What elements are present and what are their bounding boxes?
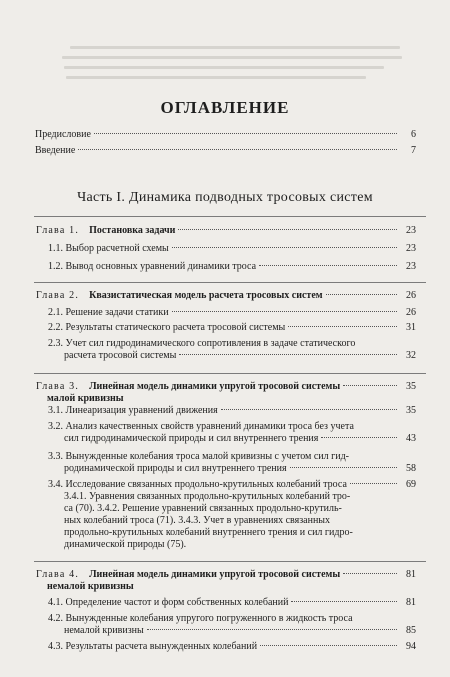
toc-section-4-2[interactable] bbox=[48, 613, 416, 641]
toc-entry-label: сил гидродинамической природы и сил внутреннего трения bbox=[64, 433, 319, 444]
toc-entry-continuation bbox=[48, 433, 416, 445]
toc-page-number: 35 bbox=[406, 405, 416, 416]
subsection-list: 3.4.1. Уравнения связанных продольно-крутильных колебаний тро- bbox=[64, 491, 351, 502]
toc-entry-introduction[interactable] bbox=[35, 145, 416, 157]
divider bbox=[34, 561, 426, 562]
toc-entry-continuation bbox=[48, 625, 416, 637]
toc-section-2-3[interactable] bbox=[48, 338, 416, 368]
chapter-title: Квазистатическая модель расчета тросовых систем bbox=[89, 290, 323, 301]
toc-section-4-3[interactable] bbox=[48, 641, 416, 653]
chapter-heading-line bbox=[36, 381, 416, 393]
toc-page-number: 6 bbox=[411, 129, 416, 140]
toc-page-number: 58 bbox=[406, 463, 416, 474]
divider bbox=[34, 282, 426, 283]
toc-page-number: 23 bbox=[406, 243, 416, 254]
chapter-label: Глава 3. bbox=[36, 381, 80, 392]
toc-page-number: 23 bbox=[406, 261, 416, 272]
toc-section-2-1[interactable] bbox=[48, 307, 416, 319]
toc-page-number: 43 bbox=[406, 433, 416, 444]
toc-entry-label: 4.2. Вынужденные колебания упругого погруженного в жидкость троса bbox=[48, 613, 353, 624]
toc-page-number: 32 bbox=[406, 350, 416, 361]
toc-page-number: 31 bbox=[406, 322, 416, 333]
toc-entry-label: 3.4. Исследование связанных продольно-крутильных колебаний троса bbox=[48, 479, 347, 490]
toc-entry-label: Предисловие bbox=[35, 129, 91, 140]
toc-entry-preface[interactable] bbox=[35, 129, 416, 141]
toc-entry-continuation bbox=[48, 350, 416, 362]
leader-dots bbox=[321, 437, 397, 438]
subsection-list: са (70). 3.4.2. Решение уравнений связанных продольно-крутиль- bbox=[64, 503, 342, 514]
leader-dots bbox=[179, 354, 397, 355]
toc-section-3-4[interactable] bbox=[48, 479, 416, 555]
toc-page-number: 85 bbox=[406, 625, 416, 636]
toc-section-1-1[interactable] bbox=[48, 243, 416, 255]
toc-page-number: 69 bbox=[406, 479, 416, 490]
toc-entry-label: 3.3. Вынужденные колебания троса малой кривизны с учетом сил гид- bbox=[48, 451, 349, 462]
chapter-label: Глава 2. bbox=[36, 290, 80, 301]
leader-dots bbox=[260, 645, 397, 646]
toc-page-number: 23 bbox=[406, 225, 416, 236]
toc-entry-label: 4.1. Определение частот и форм собственных колебаний bbox=[48, 597, 289, 608]
toc-entry-label: немалой кривизны bbox=[64, 625, 144, 636]
toc-entry-continuation bbox=[48, 463, 416, 475]
toc-entry-label: 2.3. Учет сил гидродинамического сопротивления в задаче статического bbox=[48, 338, 356, 349]
divider bbox=[34, 216, 426, 217]
toc-page-number: 35 bbox=[406, 381, 416, 392]
toc-entry-label: родинамической природы и сил внутреннего трения bbox=[64, 463, 287, 474]
toc-entry-label: Введение bbox=[35, 145, 76, 156]
leader-dots bbox=[288, 326, 397, 327]
toc-section-2-2[interactable] bbox=[48, 322, 416, 334]
leader-dots bbox=[343, 573, 397, 574]
toc-chapter-2[interactable] bbox=[36, 290, 416, 302]
toc-chapter-1[interactable] bbox=[36, 225, 416, 237]
toc-page-number: 26 bbox=[406, 290, 416, 301]
chapter-title-continuation: малой кривизны bbox=[47, 393, 124, 404]
toc-page-number: 7 bbox=[411, 145, 416, 156]
toc-entry-label: 1.2. Вывод основных уравнений динамики троса bbox=[48, 261, 257, 272]
subsection-list: динамической природы (75). bbox=[64, 539, 187, 550]
toc-page-number: 81 bbox=[406, 597, 416, 608]
toc-entry-label: 1.1. Выбор расчетной схемы bbox=[48, 243, 169, 254]
bleed-through-line bbox=[66, 76, 366, 79]
leader-dots bbox=[350, 483, 397, 484]
chapter-title-continuation: немалой кривизны bbox=[47, 581, 134, 592]
toc-entry-label: 2.2. Результаты статического расчета тросовой системы bbox=[48, 322, 286, 333]
toc-page-number: 81 bbox=[406, 569, 416, 580]
bleed-through-line bbox=[70, 46, 400, 49]
leader-dots bbox=[78, 149, 397, 150]
toc-section-1-2[interactable] bbox=[48, 261, 416, 273]
leader-dots bbox=[326, 294, 397, 295]
chapter-heading-line bbox=[36, 569, 416, 581]
chapter-label: Глава 1. bbox=[36, 225, 80, 236]
chapter-title: Линейная модель динамики упругой тросовой системы bbox=[89, 381, 341, 392]
toc-entry-first-line bbox=[48, 479, 416, 491]
toc-entry-label: 4.3. Результаты расчета вынужденных колебаний bbox=[48, 641, 258, 652]
toc-entry-label: 3.2. Анализ качественных свойств уравнений динамики троса без учета bbox=[48, 421, 354, 432]
toc-section-4-1[interactable] bbox=[48, 597, 416, 609]
bleed-through-line bbox=[64, 66, 384, 69]
toc-section-3-3[interactable] bbox=[48, 451, 416, 479]
leader-dots bbox=[221, 409, 397, 410]
chapter-title: Постановка задачи bbox=[89, 225, 176, 236]
toc-entry-label: расчета тросовой системы bbox=[64, 350, 177, 361]
toc-page-number: 26 bbox=[406, 307, 416, 318]
part-heading: Часть I. Динамика подводных тросовых систем bbox=[77, 190, 373, 205]
leader-dots bbox=[290, 467, 397, 468]
toc-entry-label: 2.1. Решение задачи статики bbox=[48, 307, 169, 318]
leader-dots bbox=[172, 311, 397, 312]
leader-dots bbox=[172, 247, 397, 248]
leader-dots bbox=[291, 601, 397, 602]
leader-dots bbox=[259, 265, 397, 266]
chapter-title: Линейная модель динамики упругой тросовой системы bbox=[89, 569, 341, 580]
leader-dots bbox=[343, 385, 397, 386]
bleed-through-line bbox=[62, 56, 402, 59]
page-title: ОГЛАВЛЕНИЕ bbox=[160, 98, 290, 117]
toc-page-number: 94 bbox=[406, 641, 416, 652]
toc-chapter-4[interactable] bbox=[36, 569, 416, 597]
toc-section-3-1[interactable] bbox=[48, 405, 416, 417]
subsection-list: продольно-крутильных колебаний внутреннего трения и сил гидро- bbox=[64, 527, 353, 538]
leader-dots bbox=[94, 133, 397, 134]
subsection-list: ных колебаний троса (71). 3.4.3. Учет в уравнениях связанных bbox=[64, 515, 331, 526]
divider bbox=[34, 373, 426, 374]
leader-dots bbox=[178, 229, 397, 230]
toc-entry-label: 3.1. Линеаризация уравнений движения bbox=[48, 405, 218, 416]
leader-dots bbox=[147, 629, 397, 630]
chapter-label: Глава 4. bbox=[36, 569, 80, 580]
toc-section-3-2[interactable] bbox=[48, 421, 416, 449]
